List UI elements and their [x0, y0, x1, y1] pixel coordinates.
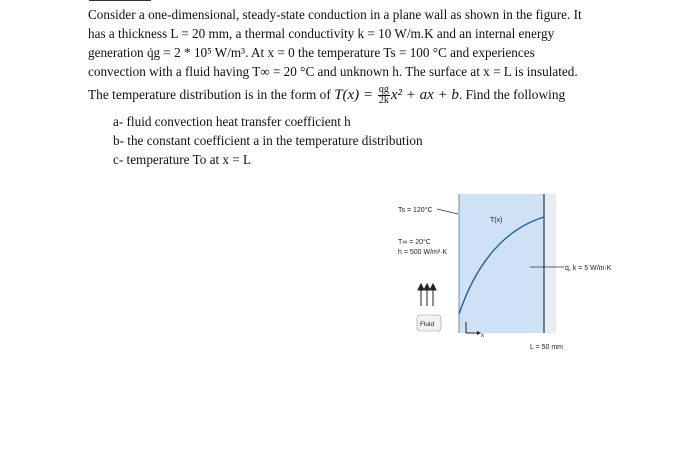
statement-line-2: has a thickness L = 20 mm, a thermal conductivity k = 10 W/m.K and an internal energy — [88, 26, 555, 41]
tinf-label: T∞ = 20°C — [398, 239, 431, 246]
question-c: c- temperature To at x = L — [113, 152, 252, 167]
arrowhead-3 — [430, 284, 436, 290]
question-a: a- fluid convection heat transfer coefficient h — [113, 114, 351, 129]
equation-rhs: x² + ax + b — [390, 87, 459, 103]
tx-label: T(x) — [490, 217, 503, 224]
arrowhead-2 — [424, 284, 430, 290]
fluid-label: Fluid — [420, 321, 435, 328]
statement-line-3: generation q̇g = 2 * 10⁵ W/m³. At x = 0 the temperature Ts = 100 °C and experiences — [88, 45, 535, 60]
fraction-numerator: qg — [378, 84, 389, 96]
h-label: h = 500 W/m²·K — [398, 249, 448, 256]
wall-body — [459, 194, 556, 333]
ts-label: Ts = 120°C — [398, 207, 433, 214]
statement-line-4: convection with a fluid having T∞ = 20 °C and unknown h. The surface at x = L is insulated. — [88, 64, 578, 79]
arrowhead-1 — [418, 284, 424, 290]
x-axis-label: x — [481, 333, 484, 339]
k-label: q̇, k = 5 W/m·K — [565, 265, 612, 272]
fraction-denominator: 2k — [378, 95, 389, 107]
statement-line-1: Consider a one-dimensional, steady-state conduction in a plane wall as shown in the figure. It — [88, 7, 582, 22]
length-label: L = 50 mm — [530, 344, 564, 351]
ts-leader — [437, 209, 458, 214]
question-b: b- the constant coefficient a in the temperature distribution — [113, 133, 423, 148]
distribution-suffix: . Find the following — [458, 87, 566, 102]
insulation-strip — [544, 194, 556, 333]
distribution-prefix: The temperature distribution is in the form of — [88, 87, 335, 102]
fluid-arrows-icon — [418, 284, 436, 306]
equation-lhs: T(x) = — [334, 87, 377, 103]
